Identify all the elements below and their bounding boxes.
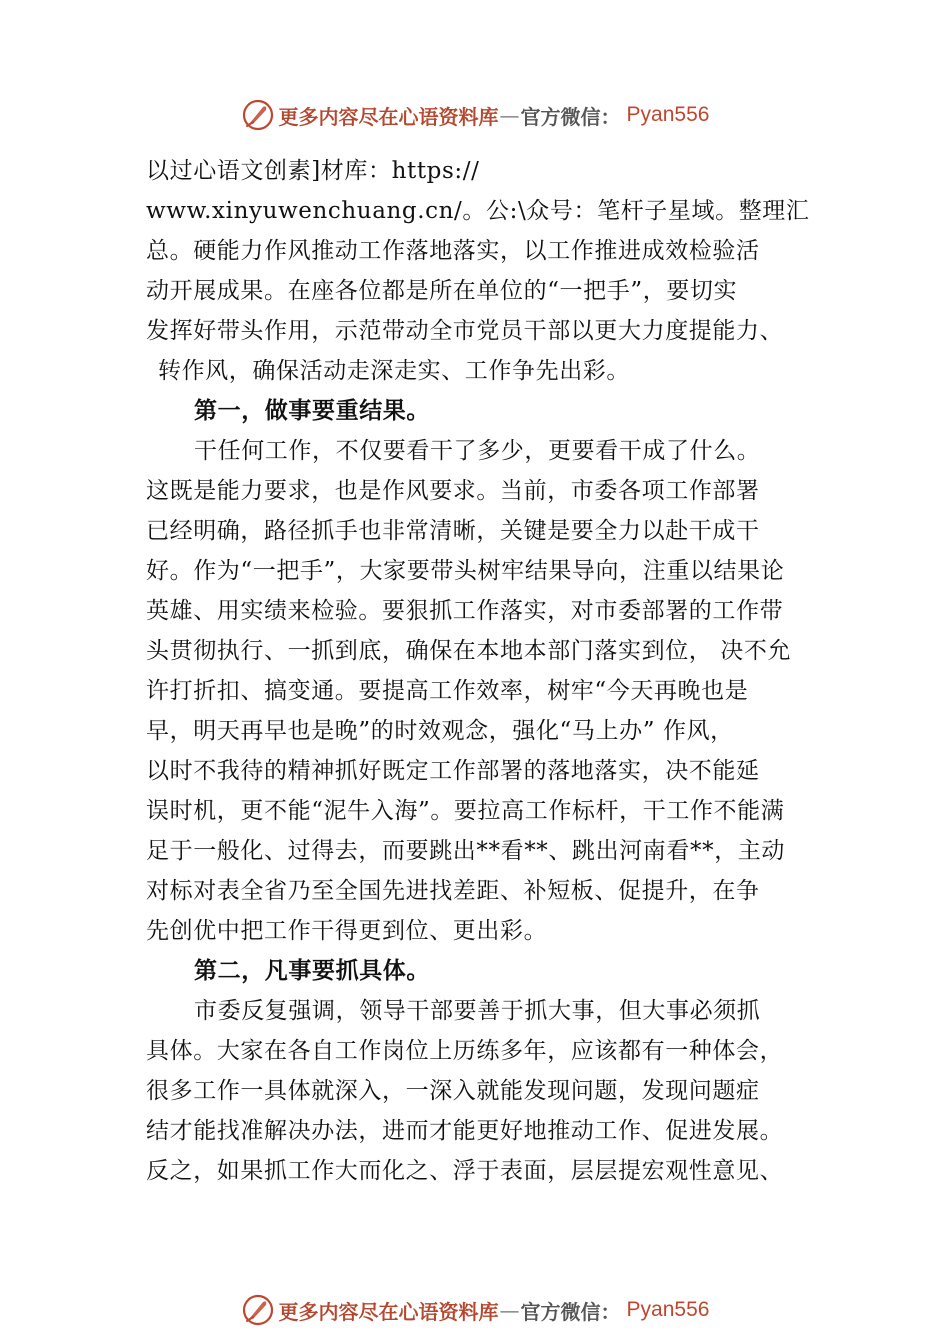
text-line: 结才能找准解决办法，进而才能更好地推动工作、促进发展。	[146, 1118, 784, 1144]
banner-brand-text: 更多内容尽在心语资料库	[278, 104, 499, 129]
banner-official-label: 官方微信：	[520, 104, 621, 129]
text-line: 反之，如果抓工作大而化之、浮于表面，层层提宏观性意见、	[146, 1158, 784, 1184]
text-line: 很多工作一具体就深入，一深入就能发现问题，发现问题症	[146, 1078, 760, 1104]
quill-pen-logo-icon	[241, 1293, 275, 1327]
text-line: www.xinyuwenchuang.cn/。公:\众号：笔杆子星域。整理汇	[146, 198, 810, 224]
text-line: 误时机，更不能“泥牛入海”。要拉高工作标杆，干工作不能满	[146, 798, 785, 824]
text-line: 已经明确，路径抓手也非常清晰，关键是要全力以赴干成干	[146, 518, 760, 544]
document-body	[146, 151, 826, 1191]
text-line: 这既是能力要求，也是作风要求。当前，市委各项工作部署	[146, 478, 760, 504]
text-line: 以过心语文创素]材库：https://	[146, 158, 480, 184]
text-line: 发挥好带头作用，示范带动全市党员干部以更大力度提能力、	[146, 318, 784, 344]
text-line: 英雄、用实绩来检验。要狠抓工作落实，对市委部署的工作带	[146, 598, 784, 624]
section-heading: 第二，凡事要抓具体。	[194, 957, 430, 984]
text-line: 具体。大家在各自工作岗位上历练多年，应该都有一种体会，	[146, 1038, 784, 1064]
quill-pen-logo-icon	[241, 98, 275, 132]
banner-dash: —	[499, 1298, 520, 1322]
footer-banner	[0, 1290, 950, 1330]
section-heading: 第一，做事要重结果。	[194, 397, 430, 424]
text-line: 许打折扣、搞变通。要提高工作效率，树牢“今天再晚也是	[146, 678, 749, 704]
text-line: 干任何工作，不仅要看干了多少，更要看干成了什么。	[194, 438, 761, 464]
banner-wechat-id: Pyan556	[626, 103, 710, 126]
text-line: 总。硬能力作风推动工作落地落实，以工作推进成效检验活	[146, 238, 760, 264]
header-banner	[0, 95, 950, 135]
banner-official-label: 官方微信：	[520, 1299, 621, 1324]
banner-dash: —	[499, 103, 520, 127]
banner-wechat-id: Pyan556	[626, 1298, 710, 1321]
text-line: 好。作为“一把手”，大家要带头树牢结果导向，注重以结果论	[146, 558, 785, 584]
text-line: 足于一般化、过得去，而要跳出**看**、跳出河南看**，主动	[146, 838, 785, 864]
text-line: 市委反复强调，领导干部要善于抓大事，但大事必须抓	[194, 998, 761, 1024]
text-line: 转作风，确保活动走深走实、工作争先出彩。	[158, 358, 630, 384]
text-line: 早，明天再早也是晚”的时效观念，强化“马上办” 作风，	[146, 718, 734, 744]
banner-brand-text: 更多内容尽在心语资料库	[278, 1299, 499, 1324]
text-line: 先创优中把工作干得更到位、更出彩。	[146, 918, 548, 944]
text-line: 以时不我待的精神抓好既定工作部署的落地落实，决不能延	[146, 758, 760, 784]
text-line: 动开展成果。在座各位都是所在单位的“一把手”，要切实	[146, 278, 738, 304]
text-line: 头贯彻执行、一抓到底，确保在本地本部门落实到位， 决不允	[146, 638, 792, 664]
text-line: 对标对表全省乃至全国先进找差距、补短板、促提升，在争	[146, 878, 760, 904]
